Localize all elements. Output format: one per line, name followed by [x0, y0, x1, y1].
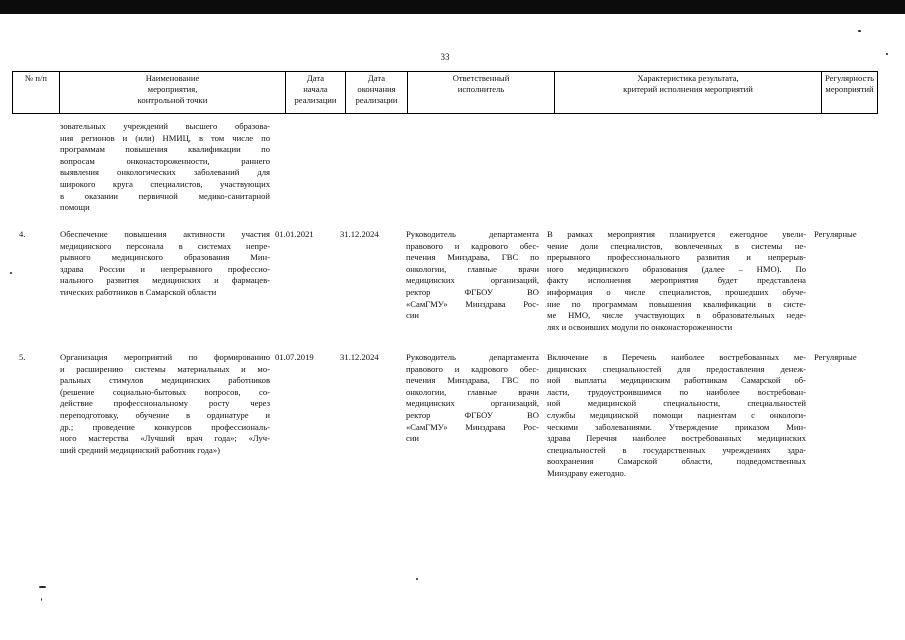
text-line: ния регионов и (или) НМИЦ, в том числе по [60, 132, 270, 143]
text-line: ласти, трудоустроившимся по наиболее востребован- [547, 386, 806, 397]
row-start-date: 01.01.2021 [275, 229, 314, 239]
text-line: широкого круга специалистов, участвующих [60, 178, 270, 189]
row-end-date: 31.12.2024 [340, 352, 379, 362]
header-executor [407, 71, 554, 114]
scan-speck [41, 598, 42, 601]
header-text: Ответственный [452, 73, 510, 83]
header-text: окончания [357, 84, 396, 95]
header-text: контрольной точки [137, 95, 208, 106]
text-line: тических работников в Самарской области [60, 286, 217, 297]
header-name [59, 71, 285, 114]
header-text: Наименование [145, 73, 200, 83]
text-line: (решение социально-бытовых вопросов, со- [60, 386, 270, 397]
text-line: сии [406, 310, 420, 321]
text-line: сии [406, 433, 420, 444]
scan-top-border [0, 0, 905, 14]
text-line: вопросам онконастороженности, раннего [60, 155, 270, 166]
row-regularity: Регулярные [814, 229, 857, 239]
text-line: лях и освоивших модули по онконастороженности [547, 321, 733, 332]
text-line: зовательных учреждений высшего образова- [60, 121, 270, 131]
row-name-cell [60, 352, 270, 456]
scan-speck [39, 586, 46, 588]
scan-speck [886, 53, 888, 55]
text-line: дицинских специальностей для предоставления денеж- [547, 363, 806, 374]
text-line: информация о числе специалистов, прошедших обуче- [547, 286, 806, 297]
header-text: мероприятий [825, 84, 874, 95]
header-text: реализации [294, 95, 337, 106]
text-line: ного мастерства «Лучший врач года»; «Луч- [60, 433, 270, 444]
text-line: ший средний медицинский работник года») [60, 444, 220, 455]
text-line: ректор ФГБОУ ВО [406, 286, 539, 297]
table-header [12, 71, 878, 114]
text-line: В рамках мероприятия планируется ежегодное увели- [547, 229, 806, 239]
text-line: ной выплаты медицинским работникам Самарской об- [547, 375, 806, 386]
row-regularity: Регулярные [814, 352, 857, 362]
text-line: ной медицинской специальности, специальностей [547, 398, 806, 409]
text-line: Организация мероприятий по формированию [60, 352, 270, 362]
text-line: переподготовку, обучение в ординатуре и [60, 409, 270, 420]
page-number: 33 [440, 52, 450, 62]
header-text: Характеристика результата, [637, 73, 739, 83]
text-line: рывного медицинского образования Мин- [60, 252, 270, 263]
header-text: № п/п [25, 73, 47, 83]
text-line: Руководитель департамента [406, 352, 539, 362]
text-line: здрава Перечня наиболее востребованных медицинских [547, 433, 806, 444]
text-line: ние по программам повышения квалификации в систе- [547, 298, 806, 309]
header-start-date [285, 71, 345, 114]
text-line: ческими заболеваниями. Утверждение приказом Мин- [547, 421, 806, 432]
text-line: Обеспечение повышения активности участия [60, 229, 270, 239]
text-line: онкологии, главные врачи [406, 386, 539, 397]
text-line: программам повышения квалификации по [60, 144, 270, 155]
row-executor-cell [406, 352, 539, 445]
text-line: специальностей в государственных учреждениях здра- [547, 444, 806, 455]
text-line: службы медицинской помощи пациентам с онкологи- [547, 409, 806, 420]
text-line: медицинских организаций, [406, 398, 539, 409]
text-line: медицинских организаций, [406, 275, 539, 286]
text-line: в оказании первичной медико-санитарной [60, 190, 270, 201]
row-number: 5. [19, 352, 26, 362]
text-line: и расширению системы материальных и мо- [60, 363, 270, 374]
text-line: здрава России и непрерывного профессио- [60, 263, 270, 274]
header-result [554, 71, 821, 114]
text-line: Включение в Перечень наиболее востребованных ме- [547, 352, 806, 362]
text-line: помощи [60, 202, 90, 213]
text-line: правового и кадрового обес- [406, 240, 539, 251]
header-text: начала [303, 84, 328, 95]
scan-speck [416, 578, 418, 580]
row-number: 4. [19, 229, 26, 239]
text-line: прерывного профессионального развития и непрерыв- [547, 252, 806, 263]
text-line: правового и кадрового обес- [406, 363, 539, 374]
header-regularity [821, 71, 878, 114]
header-text: исполнитель [457, 84, 505, 95]
row-result-cell [547, 352, 806, 480]
text-line: факту исполнения мероприятия будет представлена [547, 275, 806, 286]
row-executor-cell [406, 229, 539, 322]
header-num [12, 71, 59, 114]
text-line: чение доли специалистов, вовлеченных в системы не- [547, 240, 806, 251]
text-line: действие профессиональному росту через [60, 398, 270, 409]
text-line: медицинского персонала в системах непре- [60, 240, 270, 251]
header-text: реализации [355, 95, 398, 106]
text-line: «СамГМУ» Минздрава Рос- [406, 421, 539, 432]
row-name-cell [60, 229, 270, 299]
header-text: критерий исполнения мероприятий [623, 84, 753, 95]
continued-name-cell [60, 121, 270, 214]
text-line: «СамГМУ» Минздрава Рос- [406, 298, 539, 309]
text-line: ректор ФГБОУ ВО [406, 409, 539, 420]
text-line: ме НМО, числе участвующих в образовательных неде- [547, 310, 806, 321]
row-end-date: 31.12.2024 [340, 229, 379, 239]
header-end-date [345, 71, 407, 114]
text-line: печения Минздрава, ГВС по [406, 252, 539, 263]
header-text: Дата [367, 73, 386, 83]
text-line: выявления онкологических заболеваний для [60, 167, 270, 178]
header-text: мероприятия, [147, 84, 198, 95]
text-line: воохранения Самарской области, подведомственных [547, 456, 806, 467]
text-line: Руководитель департамента [406, 229, 539, 239]
text-line: нального развития медицинских и фармацев- [60, 275, 270, 286]
row-result-cell [547, 229, 806, 333]
text-line: Минздраву ежегодно. [547, 467, 627, 478]
header-text: Регулярность [824, 73, 875, 83]
text-line: ного медицинского образования (далее – НМО). По [547, 263, 806, 274]
header-text: Дата [306, 73, 325, 83]
text-line: др.; проведение конкурсов профессиональ- [60, 421, 270, 432]
text-line: ральных стимулов медицинских работников [60, 375, 270, 386]
text-line: онкологии, главные врачи [406, 263, 539, 274]
row-start-date: 01.07.2019 [275, 352, 314, 362]
text-line: печения Минздрава, ГВС по [406, 375, 539, 386]
scan-speck [858, 30, 861, 32]
scan-speck [10, 272, 12, 274]
